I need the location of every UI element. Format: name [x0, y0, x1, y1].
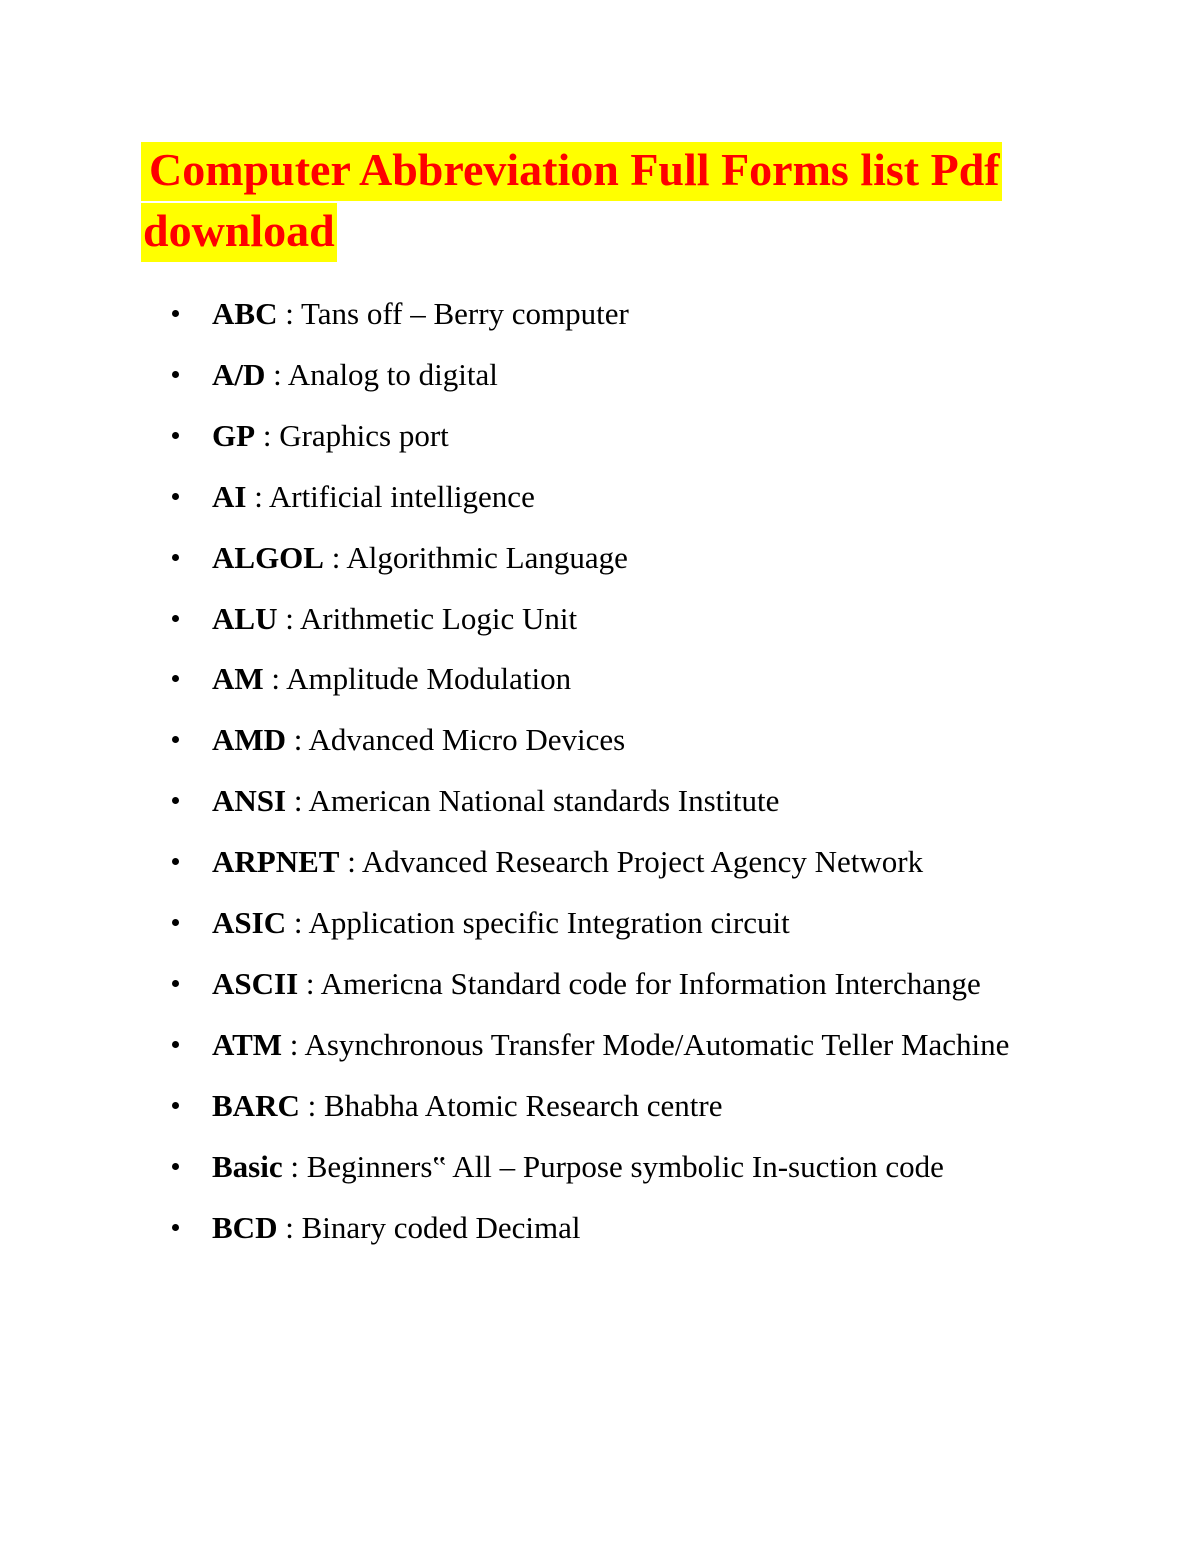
document-title	[141, 139, 1041, 261]
full-form: Advanced Micro Devices	[308, 722, 626, 758]
abbreviation-term: ATM	[212, 1026, 283, 1062]
bullet-dot-icon	[172, 1041, 179, 1048]
abbreviation-term: GP	[212, 417, 256, 453]
list-item	[0, 467, 1072, 528]
list-item	[0, 954, 1072, 1015]
bullet-dot-icon	[172, 919, 179, 926]
abbreviation-term: ARPNET	[212, 844, 340, 880]
separator: :	[298, 965, 321, 1001]
full-form: American National standards Institute	[308, 783, 780, 819]
list-item	[0, 1137, 1072, 1198]
full-form: Bhabha Atomic Research centre	[323, 1087, 723, 1123]
abbreviation-term: ASIC	[212, 905, 287, 941]
full-form: Analog to digital	[287, 356, 498, 392]
full-form: Algorithmic Language	[346, 539, 628, 575]
abbreviation-term: ASCII	[212, 965, 299, 1001]
abbreviation-term: ALGOL	[212, 539, 324, 575]
full-form: Graphics port	[279, 417, 449, 453]
separator: :	[246, 478, 269, 514]
list-item	[0, 1015, 1072, 1076]
abbreviation-term: ABC	[212, 296, 278, 331]
title-line-2: download	[141, 203, 337, 262]
bullet-dot-icon	[172, 736, 179, 743]
bullet-dot-icon	[172, 1163, 179, 1170]
full-form: Artificial intelligence	[268, 478, 535, 514]
list-item	[0, 893, 1072, 954]
list-item	[0, 649, 1072, 710]
separator: :	[323, 539, 347, 575]
separator: :	[265, 356, 288, 392]
list-item	[0, 345, 1072, 406]
bullet-dot-icon	[172, 554, 179, 561]
list-item	[0, 589, 1072, 650]
abbreviation-term: ANSI	[212, 783, 287, 819]
bullet-dot-icon	[172, 493, 179, 500]
list-item	[0, 832, 1072, 893]
list-item	[0, 1198, 1072, 1259]
list-item	[0, 406, 1072, 467]
abbreviation-term: AMD	[212, 722, 287, 758]
separator: :	[286, 722, 309, 758]
full-form: Advanced Research Project Agency Network	[361, 844, 924, 880]
separator: :	[277, 296, 302, 331]
list-item	[0, 710, 1072, 771]
separator: :	[255, 417, 280, 453]
list-item	[0, 771, 1072, 832]
full-form: Tans off – Berry computer	[301, 296, 629, 331]
list-item	[0, 1076, 1072, 1137]
list-item	[0, 528, 1072, 589]
separator: :	[339, 844, 362, 880]
bullet-dot-icon	[172, 858, 179, 865]
separator: :	[277, 600, 300, 636]
abbreviation-list	[0, 284, 1200, 1259]
separator: :	[263, 661, 287, 697]
list-item	[0, 284, 1072, 345]
bullet-dot-icon	[172, 310, 179, 317]
full-form: Application specific Integration circuit	[308, 905, 790, 941]
separator: :	[277, 1209, 302, 1245]
bullet-dot-icon	[172, 797, 179, 804]
bullet-dot-icon	[172, 615, 179, 622]
separator: :	[286, 783, 309, 819]
bullet-dot-icon	[172, 675, 179, 682]
bullet-dot-icon	[172, 1102, 179, 1109]
bullet-dot-icon	[172, 432, 179, 439]
abbreviation-term: Basic	[212, 1148, 283, 1184]
bullet-dot-icon	[172, 980, 179, 987]
title-line-1: Computer Abbreviation Full Forms list Pdf	[141, 142, 1002, 201]
abbreviation-term: AI	[212, 478, 247, 514]
separator: :	[282, 1148, 307, 1184]
abbreviation-term: ALU	[212, 600, 278, 636]
separator: :	[299, 1087, 324, 1123]
full-form: Arithmetic Logic Unit	[299, 600, 578, 636]
full-form: Amplitude Modulation	[286, 661, 572, 697]
abbreviation-term: AM	[212, 661, 264, 697]
bullet-dot-icon	[172, 371, 179, 378]
abbreviation-term: BARC	[212, 1087, 300, 1123]
separator: :	[286, 905, 309, 941]
abbreviation-term: BCD	[212, 1209, 278, 1245]
full-form: Beginners‟ All – Purpose symbolic In-suction code	[306, 1148, 944, 1184]
separator: :	[282, 1026, 305, 1062]
full-form: Americna Standard code for Information Interchange	[320, 965, 981, 1001]
full-form: Asynchronous Transfer Mode/Automatic Teller Machine	[304, 1026, 1010, 1062]
abbreviation-term: A/D	[212, 356, 266, 392]
bullet-dot-icon	[172, 1224, 179, 1231]
full-form: Binary coded Decimal	[301, 1209, 581, 1245]
